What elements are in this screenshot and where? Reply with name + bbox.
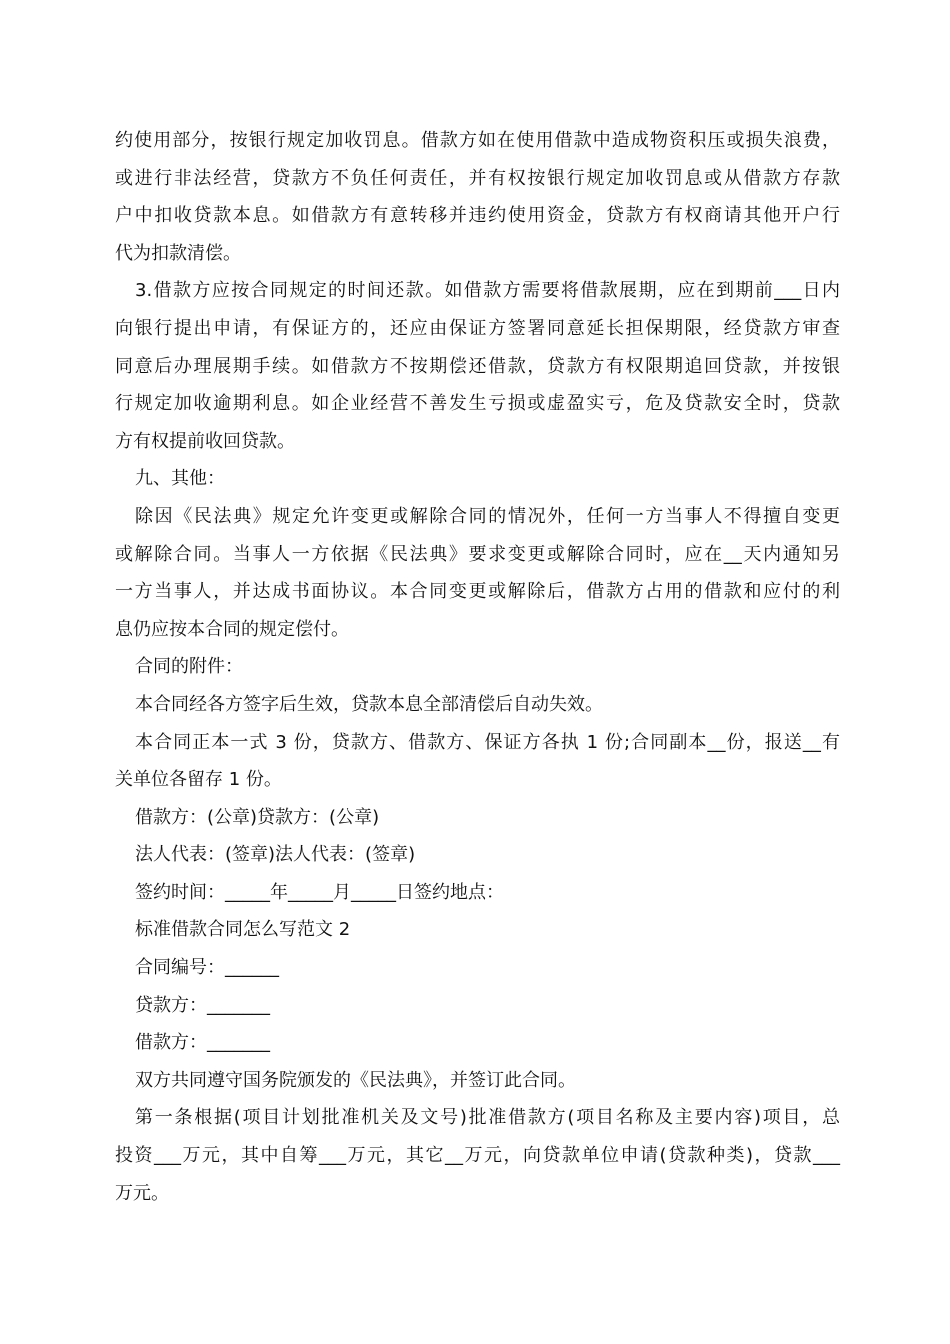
text-line: 行规定加收逾期利息。如企业经营不善发生亏损或虚盈实亏，危及贷款安全时，贷款: [115, 393, 840, 415]
text-line: 或进行非法经营，贷款方不负任何责任，并有权按银行规定加收罚息或从借款方存款: [115, 167, 840, 189]
text-line: 同意后办理展期手续。如借款方不按期偿还借款，贷款方有权限期追回贷款，并按银: [115, 355, 840, 377]
text-line: 一方当事人，并达成书面协议。本合同变更或解除后，借款方占用的借款和应付的利: [115, 581, 840, 603]
text-line: 第一条根据(项目计划批准机关及文号)批准借款方(项目名称及主要内容)项目，总: [135, 1107, 840, 1129]
text-line: 万元。: [115, 1182, 169, 1204]
text-line: 借款方：(公章)贷款方：(公章): [135, 806, 380, 828]
text-line: 九、其他：: [135, 468, 225, 490]
text-line: 合同编号：______: [135, 957, 279, 979]
text-line: 3.借款方应按合同规定的时间还款。如借款方需要将借款展期，应在到期前___日内: [135, 280, 840, 302]
text-line: 标准借款合同怎么写范文 2: [135, 919, 351, 941]
document-body: [115, 122, 840, 1212]
text-line: 借款方：_______: [135, 1032, 270, 1054]
text-line: 贷款方：_______: [135, 994, 270, 1016]
text-line: 或解除合同。当事人一方依据《民法典》要求变更或解除合同时，应在__天内通知另: [115, 543, 840, 565]
text-line: 户中扣收贷款本息。如借款方有意转移并违约使用资金，贷款方有权商请其他开户行: [115, 205, 840, 227]
text-line: 法人代表：(签章)法人代表：(签章): [135, 844, 416, 866]
text-line: 代为扣款清偿。: [115, 242, 241, 264]
text-line: 向银行提出申请，有保证方的，还应由保证方签署同意延长担保期限，经贷款方审查: [115, 317, 840, 339]
text-line: 关单位各留存 1 份。: [115, 769, 282, 791]
text-line: 本合同经各方签字后生效，贷款本息全部清偿后自动失效。: [135, 693, 603, 715]
text-line: 合同的附件：: [135, 656, 243, 678]
text-line: 除因《民法典》规定允许变更或解除合同的情况外，任何一方当事人不得擅自变更: [135, 505, 840, 527]
text-line: 本合同正本一式 3 份，贷款方、借款方、保证方各执 1 份;合同副本__份，报送__有: [135, 731, 840, 753]
text-line: 双方共同遵守国务院颁发的《民法典》，并签订此合同。: [135, 1069, 576, 1091]
text-line: 方有权提前收回贷款。: [115, 430, 295, 452]
text-line: 投资___万元，其中自筹___万元，其它__万元，向贷款单位申请(贷款种类)，贷款___: [115, 1145, 840, 1167]
text-line: 息仍应按本合同的规定偿付。: [115, 618, 349, 640]
text-line: 约使用部分，按银行规定加收罚息。借款方如在使用借款中造成物资积压或损失浪费，: [115, 130, 840, 151]
text-line: 签约时间：_____年_____月_____日签约地点：: [135, 881, 504, 903]
